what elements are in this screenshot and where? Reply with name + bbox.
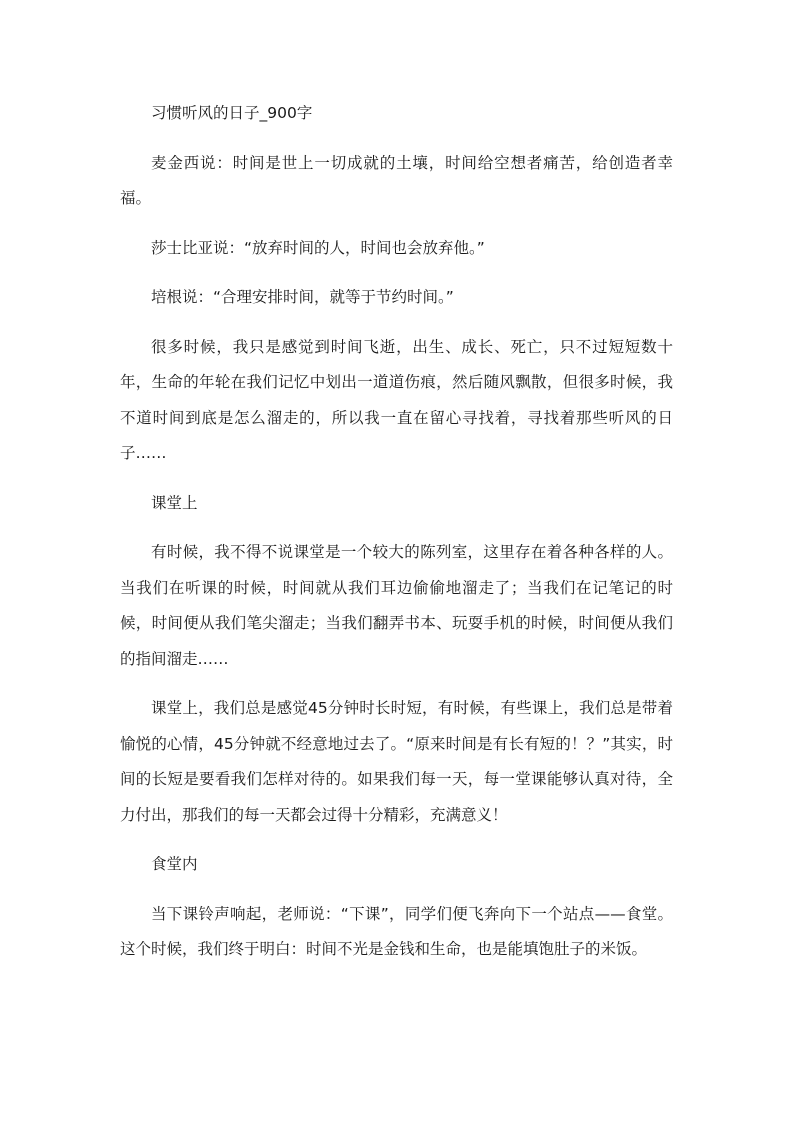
quote-paragraph-shakespeare: 莎士比亚说：“放弃时间的人，时间也会放弃他。” — [151, 238, 485, 257]
quote-paragraph-mckinsey: 麦金西说：时间是世上一切成就的土壤，时间给空想者痛苦，给创造者幸福。 — [120, 153, 673, 207]
classroom-paragraph-1: 有时候，我不得不说课堂是一个较大的陈列室，这里存在着各种各样的人。当我们在听课的时候，时间就从我们耳边偷偷地溜走了；当我们在记笔记的时候，时间便从我们笔尖溜走；当我们翻弄书本、玩耍手机的时候，时间便从我们的指间溜走…… — [120, 543, 673, 668]
section-heading-classroom: 课堂上 — [151, 493, 198, 512]
intro-paragraph: 很多时候，我只是感觉到时间飞逝，出生、成长、死亡，只不过短短数十年，生命的年轮在我们记忆中划出一道道伤痕，然后随风飘散，但很多时候，我不道时间到底是怎么溜走的，所以我一直在留心寻找着，寻找着那些听风的日子…… — [120, 337, 673, 462]
section-heading-canteen: 食堂内 — [151, 855, 198, 873]
document-title: 习惯听风的日子_900字 — [151, 104, 313, 122]
quote-paragraph-bacon: 培根说：“合理安排时间，就等于节约时间。” — [151, 288, 454, 306]
classroom-paragraph-2: 课堂上，我们总是感觉45分钟时长时短，有时候，有些课上，我们总是带着愉悦的心情，45分钟就不经意地过去了。“原来时间是有长有短的！？”其实，时间的长短是要看我们怎样对待的。如果我们每一天，每一堂课能够认真对待，全力付出，那我们的每一天都会过得十分精彩，充满意义！ — [120, 699, 673, 824]
document-page — [120, 96, 673, 982]
canteen-paragraph-1: 当下课铃声响起，老师说：“下课”，同学们便飞奔向下一个站点——食堂。这个时候，我们终于明白：时间不光是金钱和生命，也是能填饱肚子的米饭。 — [120, 904, 673, 958]
